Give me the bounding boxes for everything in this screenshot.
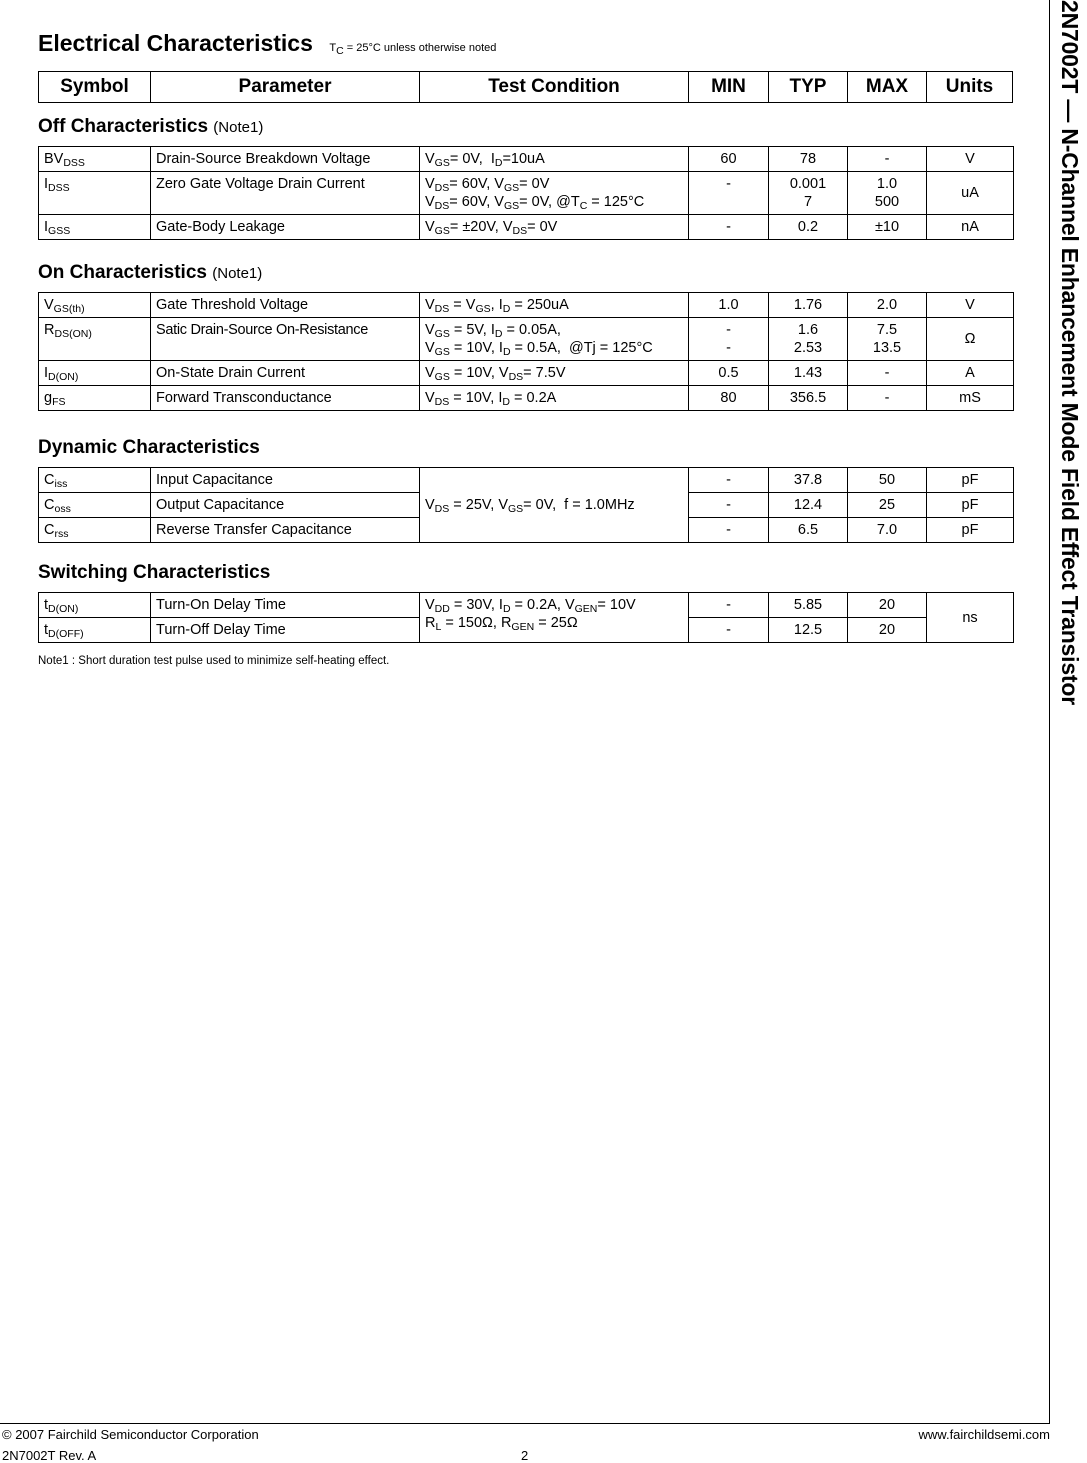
symbol-cell: $I_{DSS}$ — [39, 172, 151, 215]
unit-cell: V — [927, 147, 1014, 172]
symbol-cell: $t_{D(OFF)}$ — [39, 618, 151, 643]
typ-cell: 12.4 — [769, 493, 848, 518]
symbol-cell: $g_{FS}$ — [39, 386, 151, 411]
parameter-cell: Turn-On Delay Time — [151, 593, 420, 618]
condition-cell: $V_{DS} = 25V$, $V_{GS}= 0V$, f = 1.0MHz — [420, 468, 689, 543]
parameter-cell: Input Capacitance — [151, 468, 420, 493]
header-symbol: Symbol — [39, 72, 151, 103]
switching-table — [38, 592, 1014, 643]
table-row — [39, 172, 1014, 215]
typ-cell: 37.8 — [769, 468, 848, 493]
header-units: Units — [927, 72, 1013, 103]
min-cell: 0.5 — [689, 361, 769, 386]
min-cell: 1.0 — [689, 293, 769, 318]
symbol-cell: $C_{iss}$ — [39, 468, 151, 493]
header-test-condition: Test Condition — [420, 72, 689, 103]
symbol-cell: $BV_{DSS}$ — [39, 147, 151, 172]
off-table — [38, 146, 1014, 240]
unit-cell: pF — [927, 518, 1014, 543]
footer-page-number: 2 — [521, 1448, 529, 1463]
section-on: On Characteristics (Note1) — [38, 262, 263, 283]
title-row — [38, 30, 496, 57]
parameter-cell: Output Capacitance — [151, 493, 420, 518]
table-row — [39, 361, 1014, 386]
side-title: 2N7002T — N-Channel Enhancement Mode Field Effect Transistor — [1057, 0, 1083, 705]
max-cell: 7.0 — [848, 518, 927, 543]
symbol-cell: $t_{D(ON)}$ — [39, 593, 151, 618]
parameter-cell: Zero Gate Voltage Drain Current — [151, 172, 420, 215]
footer-copyright: © 2007 Fairchild Semiconductor Corporation — [2, 1427, 259, 1442]
max-cell: ±10 — [848, 215, 927, 240]
unit-cell: pF — [927, 493, 1014, 518]
typ-cell: 1.43 — [769, 361, 848, 386]
max-cell: 25 — [848, 493, 927, 518]
max-cell: - — [848, 361, 927, 386]
typ-cell: 1.76 — [769, 293, 848, 318]
on-table — [38, 292, 1014, 411]
unit-cell: mS — [927, 386, 1014, 411]
max-cell: 50 — [848, 468, 927, 493]
dynamic-table — [38, 467, 1014, 543]
max-cell: 20 — [848, 618, 927, 643]
min-cell: 60 — [689, 147, 769, 172]
unit-cell: ns — [927, 593, 1014, 643]
header-row — [39, 72, 1013, 103]
condition-cell: $V_{GS} = 5V$, $I_D = 0.05A$, $V_{GS} = 10V$, $I_D = 0.5A$, @Tj = 125°C — [420, 318, 689, 361]
typ-cell: 0.001 7 — [769, 172, 848, 215]
parameter-cell: Reverse Transfer Capacitance — [151, 518, 420, 543]
min-cell: - — [689, 468, 769, 493]
footer-website[interactable]: www.fairchildsemi.com — [918, 1427, 1050, 1442]
unit-cell: uA — [927, 172, 1014, 215]
unit-cell: nA — [927, 215, 1014, 240]
footnote: Note1 : Short duration test pulse used to minimize self-heating effect. — [38, 655, 390, 667]
unit-cell: Ω — [927, 318, 1014, 361]
max-cell: - — [848, 386, 927, 411]
table-row — [39, 318, 1014, 361]
typ-cell: 1.6 2.53 — [769, 318, 848, 361]
symbol-cell: $C_{oss}$ — [39, 493, 151, 518]
min-cell: - — [689, 172, 769, 215]
section-dynamic: Dynamic Characteristics — [38, 437, 260, 458]
typ-cell: 356.5 — [769, 386, 848, 411]
max-cell: 20 — [848, 593, 927, 618]
max-cell: 2.0 — [848, 293, 927, 318]
min-cell: - — [689, 618, 769, 643]
parameter-cell: Gate Threshold Voltage — [151, 293, 420, 318]
condition-cell: $V_{GS}= 0V$, $I_D=10uA$ — [420, 147, 689, 172]
section-switching: Switching Characteristics — [38, 562, 271, 583]
max-cell: - — [848, 147, 927, 172]
table-row — [39, 215, 1014, 240]
symbol-cell: $I_{GSS}$ — [39, 215, 151, 240]
parameter-cell: Drain-Source Breakdown Voltage — [151, 147, 420, 172]
parameter-cell: On-State Drain Current — [151, 361, 420, 386]
symbol-cell: $I_{D(ON)}$ — [39, 361, 151, 386]
title-condition: $T_C = 25^\circ C$ unless otherwise noted — [329, 42, 497, 57]
max-cell: 1.0 500 — [848, 172, 927, 215]
typ-cell: 5.85 — [769, 593, 848, 618]
symbol-cell: $R_{DS(ON)}$ — [39, 318, 151, 361]
typ-cell: 0.2 — [769, 215, 848, 240]
unit-cell: V — [927, 293, 1014, 318]
typ-cell: 6.5 — [769, 518, 848, 543]
table-row — [39, 593, 1014, 618]
table-row — [39, 386, 1014, 411]
min-cell: - — [689, 215, 769, 240]
max-cell: 7.5 13.5 — [848, 318, 927, 361]
unit-cell: A — [927, 361, 1014, 386]
header-max: MAX — [848, 72, 927, 103]
condition-cell: $V_{DS} = V_{GS}$, $I_D = 250uA$ — [420, 293, 689, 318]
condition-cell: $V_{GS}= \pm 20V$, $V_{DS}= 0V$ — [420, 215, 689, 240]
header-parameter: Parameter — [151, 72, 420, 103]
min-cell: 80 — [689, 386, 769, 411]
min-cell: - - — [689, 318, 769, 361]
condition-cell: $V_{DS}= 60V$, $V_{GS}= 0V$ $V_{DS}= 60V$, $V_{GS}= 0V$, $@T_C = 125^\circ C$ — [420, 172, 689, 215]
min-cell: - — [689, 493, 769, 518]
footer-part-rev: 2N7002T Rev. A — [2, 1448, 97, 1463]
condition-cell: $V_{DD} = 30V$, $I_D = 0.2A$, $V_{GEN}= 10V$ $R_L = 150\Omega$, $R_{GEN} = 25\Omega$ — [420, 593, 689, 643]
condition-cell: $V_{DS} = 10V$, $I_D = 0.2A$ — [420, 386, 689, 411]
header-table — [38, 71, 1013, 103]
condition-cell: $V_{GS} = 10V$, $V_{DS}= 7.5V$ — [420, 361, 689, 386]
table-row — [39, 147, 1014, 172]
parameter-cell: Gate-Body Leakage — [151, 215, 420, 240]
page-title: Electrical Characteristics — [38, 30, 313, 56]
table-row — [39, 293, 1014, 318]
unit-cell: pF — [927, 468, 1014, 493]
parameter-cell: Forward Transconductance — [151, 386, 420, 411]
symbol-cell: $C_{rss}$ — [39, 518, 151, 543]
parameter-cell: Turn-Off Delay Time — [151, 618, 420, 643]
table-row — [39, 468, 1014, 493]
header-min: MIN — [689, 72, 769, 103]
section-off: Off Characteristics (Note1) — [38, 116, 264, 137]
typ-cell: 12.5 — [769, 618, 848, 643]
parameter-cell: Satic Drain-Source On-Resistance — [151, 318, 420, 361]
typ-cell: 78 — [769, 147, 848, 172]
symbol-cell: $V_{GS(th)}$ — [39, 293, 151, 318]
min-cell: - — [689, 593, 769, 618]
header-typ: TYP — [769, 72, 848, 103]
min-cell: - — [689, 518, 769, 543]
